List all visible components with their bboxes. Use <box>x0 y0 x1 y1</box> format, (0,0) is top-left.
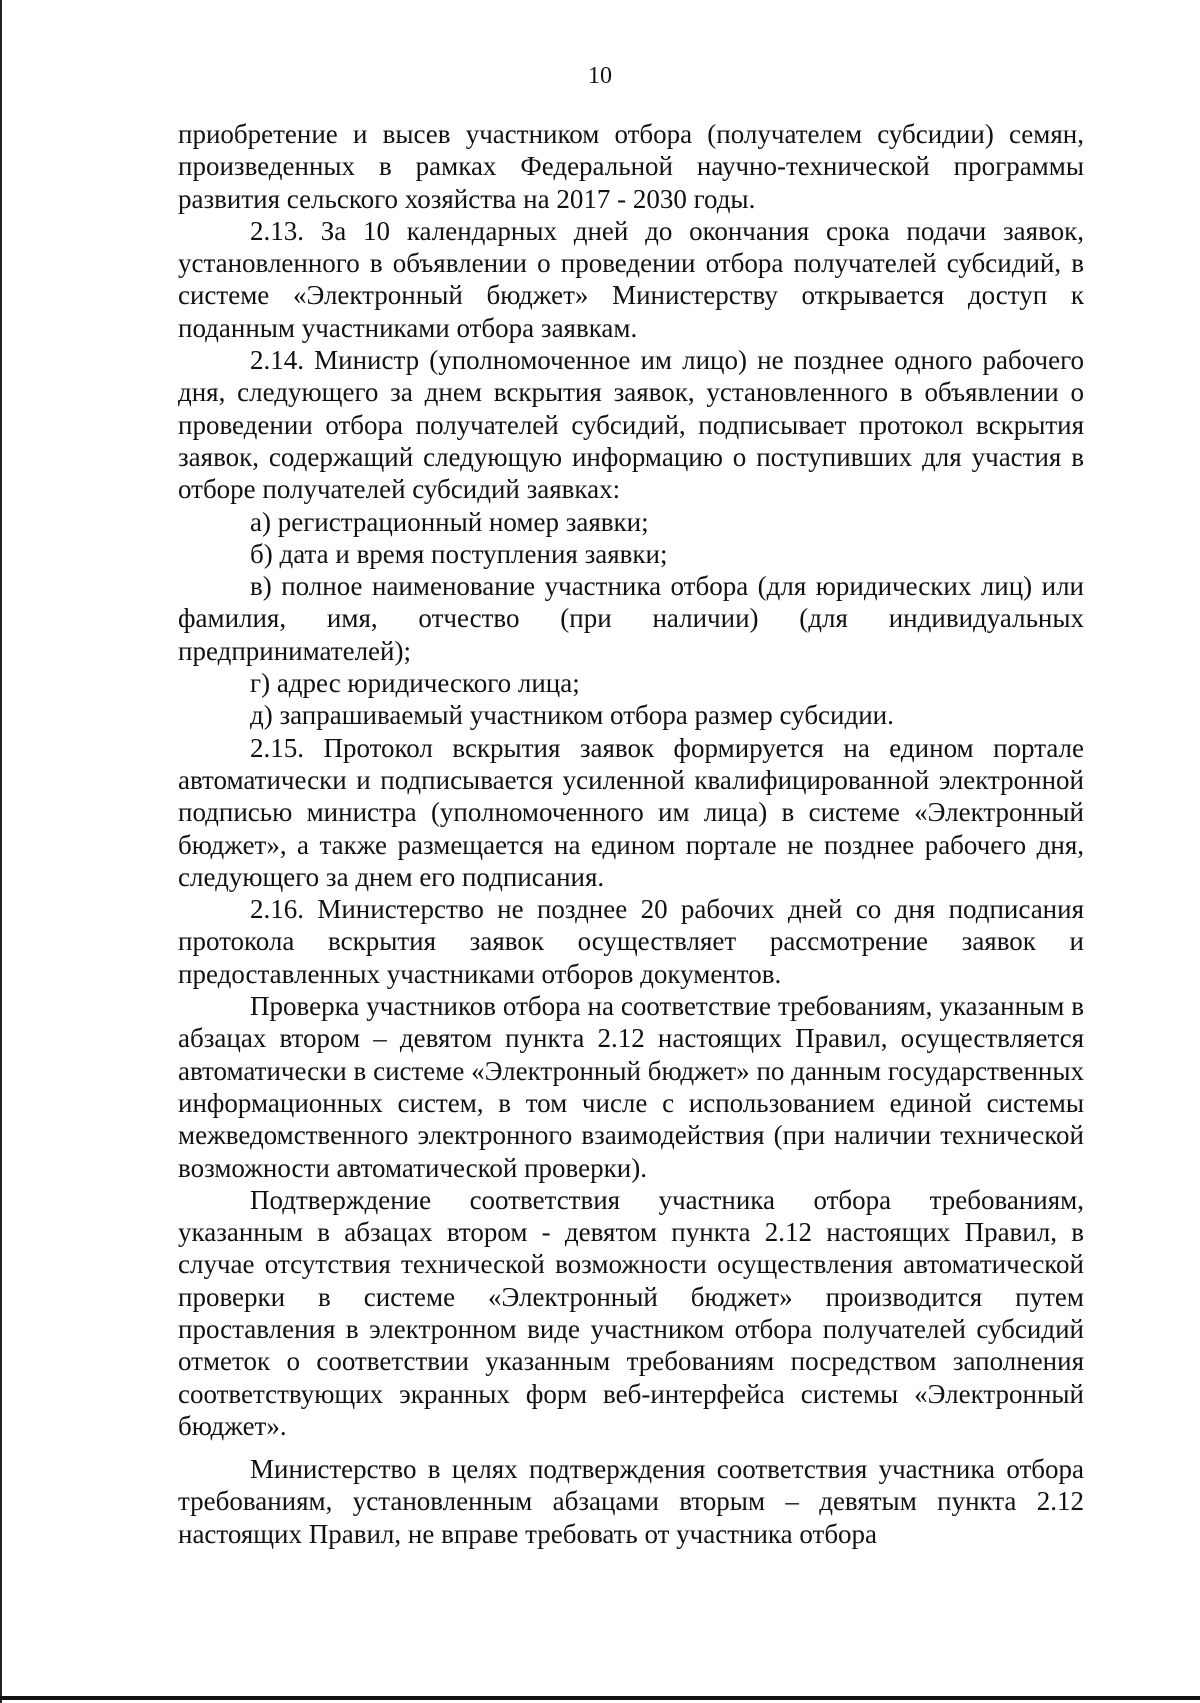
list-item-a: а) регистрационный номер заявки; <box>250 506 649 537</box>
paragraph-ministry: Министерство в целях подтверждения соответствия участника отбора требованиям, установленным абзацами вторым – девятым пункта 2.12 настоящих Правил, не вправе требовать от участника отбора <box>178 1454 1084 1549</box>
paragraph-2-16: 2.16. Министерство не позднее 20 рабочих дней со дня подписания протокола вскрытия заявок осуществляет рассмотрение заявок и предоставленных участниками отборов документов. <box>178 894 1084 989</box>
list-item-d: д) запрашиваемый участником отбора размер субсидии. <box>250 700 894 731</box>
paragraph-continuation: приобретение и высев участником отбора (получателем субсидии) семян, произведенных в рамках Федеральной научно-технической программы развития сельского хозяйства на 2017 - 2030 годы. <box>178 119 1084 214</box>
paragraph-2-13: 2.13. За 10 календарных дней до окончания срока подачи заявок, установленного в объявлении о проведении отбора получателей субсидий, в системе «Электронный бюджет» Министерству открывается доступ к поданным участниками отбора заявкам. <box>178 215 1084 343</box>
paragraph-2-15: 2.15. Протокол вскрытия заявок формируется на едином портале автоматически и подписывается усиленной квалифицированной электронной подписью министра (уполномоченного им лица) в системе «Электронный бюджет», а также размещается на едином портале не позднее рабочего дня, следующего за днем его подписания. <box>178 732 1084 892</box>
list-item-g: г) адрес юридического лица; <box>250 668 580 699</box>
paragraph-confirmation: Подтверждение соответствия участника отбора требованиям, указанным в абзацах втором - девятом пункта 2.12 настоящих Правил, в случае отсутствия технической возможности осуществления автоматической проверки в системе «Электронный бюджет» производится путем проставления в электронном виде участником отбора получателей субсидий отметок о соответствии указанным требованиям посредством заполнения соответствующих экранных форм веб-интерфейса системы «Электронный бюджет». <box>178 1184 1084 1441</box>
paragraph-2-14: 2.14. Министр (уполномоченное им лицо) не позднее одного рабочего дня, следующего за днем вскрытия заявок, установленного в объявлении о проведении отбора получателей субсидий, подписывает протокол вскрытия заявок, содержащий следующую информацию о поступивших для участия в отборе получателей субсидий заявках: <box>178 345 1084 505</box>
page-number: 10 <box>588 63 612 89</box>
list-item-b: б) дата и время поступления заявки; <box>250 538 668 569</box>
paragraph-verification: Проверка участников отбора на соответствие требованиям, указанным в абзацах втором – девятом пункта 2.12 настоящих Правил, осуществляется автоматически в системе «Электронный бюджет» по данным государственных информационных систем, в том числе с использованием единой системы межведомственного электронного взаимодействия (при наличии технической возможности автоматической проверки). <box>178 991 1084 1183</box>
scan-bottom-edge <box>0 1696 1200 1700</box>
document-body <box>178 118 1084 1550</box>
scan-left-edge <box>0 0 2 1703</box>
list-item-v: в) полное наименование участника отбора (для юридических лиц) или фамилия, имя, отчество (при наличии) (для индивидуальных предпринимателей); <box>178 571 1084 666</box>
